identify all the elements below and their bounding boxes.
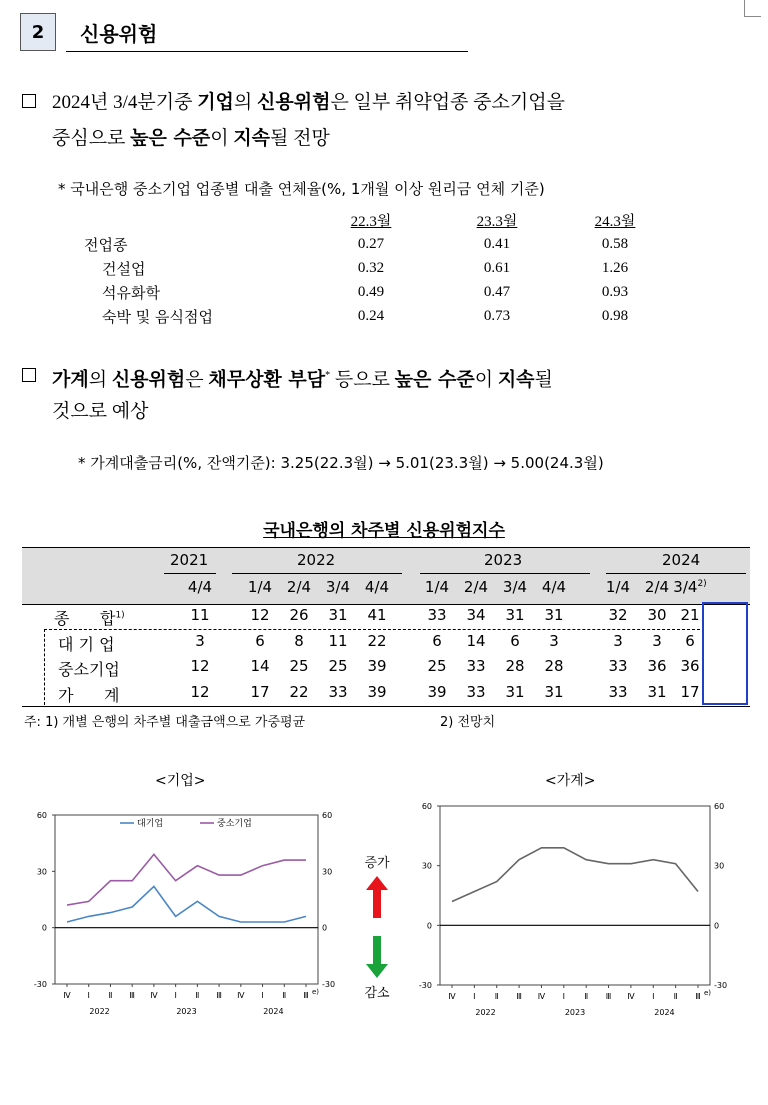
- table-cell: 25: [427, 657, 447, 675]
- x-tick-label: Ⅲ: [129, 991, 135, 1000]
- quarter-header: 2/4: [286, 578, 312, 596]
- year-label: 2024: [263, 1007, 284, 1016]
- forecast-mark: e): [312, 988, 320, 996]
- quarter-header: 1/4: [247, 578, 273, 596]
- x-tick-label: Ⅰ: [261, 991, 264, 1000]
- table-cell: 3: [195, 631, 205, 650]
- row-label: 가 계: [58, 685, 120, 705]
- quarter-header: 1/4: [424, 578, 450, 596]
- table-cell: 31: [647, 682, 667, 701]
- row-label: 중소기업: [58, 660, 120, 679]
- table-cell: 17: [680, 682, 700, 701]
- table-cell: 36: [647, 657, 667, 675]
- table-cell: 39: [427, 682, 447, 701]
- dashed-divider: [44, 629, 700, 630]
- forecast-mark: e): [704, 989, 712, 997]
- section-number: 2: [20, 13, 56, 51]
- table-cell: 33: [466, 657, 486, 675]
- x-tick-label: Ⅲ: [695, 992, 701, 1001]
- x-tick-label: Ⅳ: [63, 991, 71, 1000]
- x-tick-label: Ⅲ: [303, 991, 309, 1000]
- table-cell: 6: [685, 631, 695, 650]
- table-cell: 22: [289, 682, 309, 701]
- x-tick-label: Ⅳ: [537, 992, 546, 1001]
- increase-arrow-icon: [366, 876, 388, 918]
- section-title: 신용위험: [80, 22, 158, 46]
- y-tick-label: -30: [322, 980, 336, 989]
- table-cell: 3: [613, 631, 623, 650]
- quarter-header: 3/4$^{2)}$: [673, 578, 707, 596]
- delinquency-table: [80, 208, 670, 328]
- y-tick-label: 0: [322, 923, 328, 933]
- legend-label: 중소기업: [217, 819, 252, 829]
- table-cell: 32: [608, 606, 628, 624]
- table-cell: 6: [255, 631, 265, 650]
- y-tick-label: 60: [36, 811, 47, 820]
- x-tick-label: Ⅰ: [562, 992, 565, 1001]
- x-tick-label: Ⅱ: [494, 992, 499, 1001]
- table-cell: 11: [190, 606, 210, 624]
- series-line-0: [452, 848, 698, 902]
- bullet2-line1: 가계의 신용위험은 채무상환 부담* 등으로 높은 수준이 지속될: [52, 368, 553, 391]
- table-cell: 31: [544, 682, 564, 701]
- decrease-arrow-icon: [366, 936, 388, 978]
- table-cell: 33: [608, 682, 628, 701]
- x-tick-label: Ⅱ: [673, 992, 678, 1001]
- decrease-label: 감소: [364, 986, 390, 1001]
- table-cell: 33: [427, 606, 447, 624]
- table-cell: 25: [289, 657, 309, 675]
- table-cell: 11: [328, 631, 348, 650]
- square-bullet-icon: [22, 368, 36, 382]
- y-tick-label: 60: [322, 811, 333, 820]
- year-label: 2022: [89, 1007, 110, 1016]
- quarter-header: 2/4: [644, 578, 670, 596]
- year-label: 2023: [564, 1008, 586, 1017]
- corporate-line-chart: [0, 795, 360, 1035]
- table-cell: 33: [328, 682, 348, 701]
- chart-title-corporate: <기업>: [155, 773, 206, 789]
- row-label: 종 합$^{1)}$: [54, 609, 125, 628]
- y-tick-label: 0: [714, 921, 720, 931]
- table-row: 석유화학 0.49 0.47 0.93: [102, 283, 629, 302]
- y-tick-label: 0: [426, 921, 432, 931]
- bullet1-text: 2024년 3/4분기중 기업의 신용위험은 일부 취약업종 중소기업을: [52, 91, 565, 113]
- bullet1-line2: 중심으로 높은 수준이 지속될 전망: [52, 127, 330, 149]
- forecast-footnote-mark: 2): [697, 579, 707, 589]
- plot-frame: [55, 815, 318, 984]
- x-tick-label: Ⅱ: [108, 991, 113, 1000]
- forecast-highlight-box: [702, 602, 748, 705]
- table-footnote-1: 주: 1) 개별 은행의 차주별 대출금액으로 가중평균: [24, 715, 306, 730]
- quarter-header: 1/4: [605, 578, 631, 596]
- table-row: 전업종 0.27 0.41 0.58: [84, 235, 629, 254]
- dashed-bracket: [44, 629, 45, 705]
- household-line-chart: [400, 790, 768, 1035]
- table-cell: 25: [328, 657, 348, 675]
- table-cell: 31: [505, 682, 525, 701]
- quarter-header: 4/4: [187, 578, 213, 596]
- bullet2-line2: 것으로 예상: [52, 401, 149, 422]
- table-cell: 6: [510, 631, 520, 650]
- table-cell: 12: [190, 657, 210, 675]
- square-bullet-icon: [22, 94, 36, 108]
- y-tick-label: 30: [714, 861, 725, 871]
- table-cell: 14: [250, 657, 270, 675]
- table-footnote-2: 2) 전망치: [440, 715, 496, 730]
- table-cell: 8: [294, 631, 304, 650]
- y-tick-label: -30: [33, 980, 47, 989]
- table-cell: 12: [250, 606, 270, 624]
- x-tick-label: Ⅱ: [282, 991, 287, 1000]
- table-cell: 36: [680, 657, 700, 675]
- table-cell: 6: [432, 631, 442, 650]
- legend-label: 대기업: [137, 819, 164, 829]
- page-corner-mark: [744, 0, 761, 17]
- x-tick-label: Ⅰ: [473, 992, 476, 1001]
- table-cell: 14: [466, 631, 486, 650]
- x-tick-label: Ⅲ: [516, 992, 522, 1001]
- year-label: 2022: [475, 1008, 496, 1017]
- quarter-header: 4/4: [541, 578, 567, 596]
- row-label: 대 기 업: [58, 634, 115, 654]
- x-tick-label: Ⅳ: [627, 992, 635, 1001]
- x-tick-label: Ⅳ: [150, 991, 158, 1000]
- table-cell: 28: [505, 657, 525, 675]
- table-title: 국내은행의 차주별 신용위험지수: [263, 521, 505, 541]
- year-label: 2024: [654, 1008, 675, 1017]
- x-tick-label: Ⅰ: [652, 992, 655, 1001]
- delinq-header: 23.3월: [476, 213, 518, 230]
- plot-frame: [440, 806, 710, 985]
- table-cell: 3: [549, 631, 559, 650]
- x-tick-label: Ⅰ: [174, 991, 177, 1000]
- x-tick-label: Ⅱ: [584, 992, 589, 1001]
- table-cell: 30: [647, 606, 667, 624]
- y-tick-label: 60: [421, 802, 432, 811]
- x-tick-label: Ⅲ: [605, 992, 612, 1001]
- quarter-header: 3/4: [502, 578, 528, 596]
- note1-title: * 국내은행 중소기업 업종별 대출 연체율(%, 1개월 이상 원리금 연체 기준): [58, 180, 545, 198]
- note2: * 가계대출금리(%, 잔액기준): 3.25(22.3월) → 5.01(23.3월) → 5.00(24.3월): [78, 454, 604, 472]
- table-cell: 39: [367, 682, 387, 701]
- table-cell: 33: [466, 682, 486, 701]
- table-cell: 12: [190, 682, 210, 701]
- x-tick-label: Ⅲ: [216, 991, 222, 1000]
- table-cell: 21: [680, 606, 700, 624]
- x-tick-label: Ⅱ: [195, 991, 200, 1000]
- bullet1-line1: [52, 92, 744, 113]
- table-cell: 22: [367, 631, 387, 650]
- chart-title-household: <가계>: [545, 773, 596, 789]
- x-tick-label: Ⅰ: [87, 991, 90, 1000]
- table-cell: 28: [544, 657, 564, 675]
- x-tick-label: Ⅳ: [448, 992, 456, 1001]
- table-row: 건설업 0.32 0.61 1.26: [102, 259, 629, 278]
- table-row: [22, 681, 750, 705]
- section-underline: [66, 51, 468, 52]
- year-label: 2023: [176, 1007, 197, 1016]
- table-cell: 31: [328, 606, 348, 624]
- table-cell: 39: [367, 657, 387, 675]
- table-row: [22, 630, 750, 654]
- table-row: 숙박 및 음식점업 0.24 0.73 0.98: [102, 307, 629, 326]
- y-tick-label: 30: [322, 867, 333, 877]
- y-tick-label: -30: [418, 981, 432, 990]
- y-tick-label: -30: [714, 981, 728, 990]
- quarter-header: 3/4: [325, 578, 351, 596]
- table-cell: 31: [544, 606, 564, 624]
- table-cell: 34: [466, 606, 486, 624]
- y-tick-label: 30: [36, 867, 47, 877]
- y-tick-label: 60: [714, 802, 725, 811]
- table-cell: 26: [289, 606, 309, 624]
- table-row: [22, 604, 750, 628]
- table-cell: 41: [367, 606, 387, 624]
- y-tick-label: 0: [41, 923, 47, 933]
- table-bottom-line: [22, 706, 750, 707]
- series-line-1: [67, 854, 306, 905]
- delinq-header: 24.3월: [594, 213, 636, 230]
- increase-label: 증가: [364, 856, 390, 871]
- table-row: [22, 655, 750, 679]
- delinq-header: 22.3월: [350, 213, 392, 230]
- table-cell: 33: [608, 657, 628, 675]
- y-tick-label: 30: [421, 861, 432, 871]
- quarter-header: 4/4: [364, 578, 390, 596]
- table-cell: 3: [652, 631, 662, 650]
- series-line-0: [67, 886, 306, 922]
- x-tick-label: Ⅳ: [237, 991, 245, 1000]
- table-cell: 17: [250, 682, 270, 701]
- quarter-header: 2/4: [463, 578, 489, 596]
- table-header-years: 2021 2022 2023 2024: [22, 549, 750, 575]
- table-cell: 31: [505, 606, 525, 624]
